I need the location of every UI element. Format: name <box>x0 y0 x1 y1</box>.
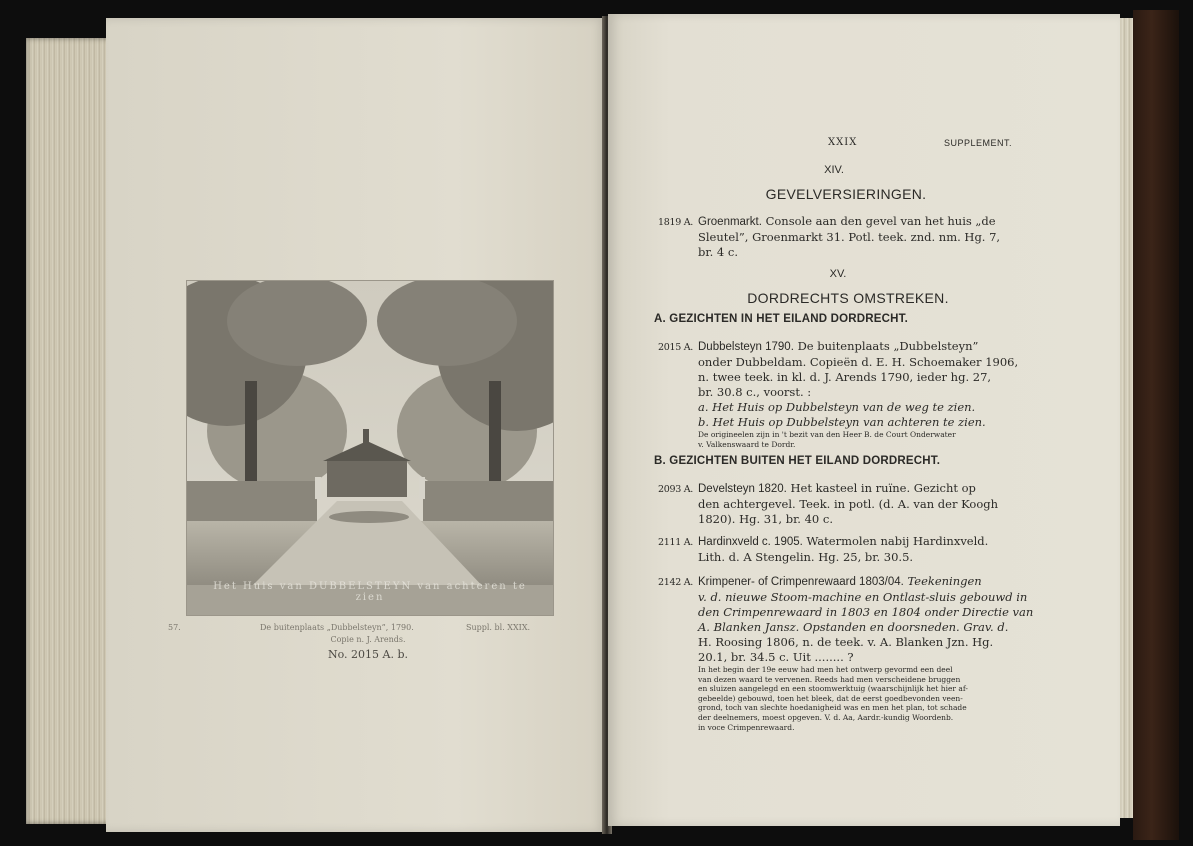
entry-note: De origineelen zijn in 't bezit van den Heer B. de Court Onderwater <box>698 430 956 439</box>
open-book <box>18 10 1178 840</box>
entry-text: br. 30.8 c., voorst. : <box>698 385 812 399</box>
entry-note: In het begin der 19e eeuw had men het ontwerp gevormd een deel <box>698 665 953 674</box>
entry-note: en sluizen aangelegd en een stoomwerktuig (waarschijnlijk het hier af- <box>698 684 968 694</box>
entry-lead: Dubbelsteyn 1790. <box>698 341 794 353</box>
plate-copy-credit: Copie n. J. Arends. <box>330 635 406 644</box>
entry-text: Lith. d. A Stengelin. Hg. 25, br. 30.5. <box>698 550 914 564</box>
running-header: SUPPLEMENT. <box>944 138 1013 148</box>
entry-text: n. twee teek. in kl. d. J. Arends 1790, ieder hg. 27, <box>698 370 992 384</box>
entry-number: 2111 A. <box>658 537 693 548</box>
entry-text: Watermolen nabij Hardinxveld. <box>806 534 989 548</box>
entry-note: grond, toch van slechte hoedanigheid was en men het plan, tot schade <box>698 703 967 713</box>
garden-engraving <box>187 281 553 615</box>
entry-text: v. d. nieuwe Stoom-machine en Ontlast-sluis gebouwd in <box>698 590 1028 604</box>
entry-lead: Groenmarkt. <box>698 216 762 228</box>
entry-text: Sleutel”, Groenmarkt 31. Potl. teek. znd. nm. Hg. 7, <box>698 230 1001 244</box>
plate-inscription: Het Huis van DUBBELSTEYN van achteren te zien <box>213 581 527 603</box>
page-number: XXIX <box>828 137 858 148</box>
entry-text: 1820). Hg. 31, br. 40 c. <box>698 512 834 526</box>
section-xiv-number: XIV. <box>824 164 844 176</box>
entry-text: br. 4 c. <box>698 245 738 259</box>
entry-text: Teekeningen <box>907 574 982 588</box>
entry-note: in voce Crimpenrewaard. <box>698 722 795 732</box>
entry-item-a: a. Het Huis op Dubbelsteyn van de weg te zien. <box>698 400 976 414</box>
entry-text: den Crimpenrewaard in 1803 en 1804 onder Directie van <box>698 605 1034 619</box>
entry-text: A. Blanken Jansz. Opstanden en doorsneden. Grav. d. <box>698 620 1009 634</box>
book-cover-edge <box>1133 10 1179 840</box>
entry-lead: Krimpener- of Crimpenrewaard 1803/04. <box>698 576 904 588</box>
entry-note: gebeelde) gebouwd, toen het bleek, dat de eerst goedbevonden veen- <box>698 693 963 703</box>
entry-number: 2093 A. <box>658 484 693 495</box>
left-page <box>106 18 606 832</box>
entry-note: v. Valkenswaard te Dordr. <box>698 439 796 449</box>
entry-item-b: b. Het Huis op Dubbelsteyn van achteren te zien. <box>698 415 986 429</box>
entry-text: den achtergevel. Teek. in potl. (d. A. van der Koogh <box>698 497 999 511</box>
entry-text: 20.1, br. 34.5 c. Uit ........ ? <box>698 650 854 664</box>
plate-number: 57. <box>168 623 181 632</box>
entry-number: 1819 A. <box>658 217 693 228</box>
entry-text: onder Dubbeldam. Copieën d. E. H. Schoemaker 1906, <box>698 355 1019 369</box>
entry-text: Het kasteel in ruïne. Gezicht op <box>790 481 976 495</box>
right-page <box>608 14 1120 826</box>
subsection-a-title: A. GEZICHTEN IN HET EILAND DORDRECHT. <box>654 313 909 325</box>
section-xiv-title: GEVELVERSIERINGEN. <box>765 186 927 202</box>
subsection-b-title: B. GEZICHTEN BUITEN HET EILAND DORDRECHT. <box>654 455 941 467</box>
entry-lead: Develsteyn 1820. <box>698 483 787 495</box>
section-xv-number: XV. <box>829 268 847 280</box>
entry-number: 2015 A. <box>658 342 693 353</box>
section-xv-title: DORDRECHTS OMSTREKEN. <box>747 290 949 306</box>
entry-number: 2142 A. <box>658 577 693 588</box>
plate-title: De buitenplaats „Dubbelsteyn”, 1790. <box>260 623 414 632</box>
plate-reference: Suppl. bl. XXIX. <box>466 623 531 632</box>
entry-lead: Hardinxveld c. 1905. <box>698 536 803 548</box>
entry-text: De buitenplaats „Dubbelsteyn” <box>797 339 979 353</box>
entry-note: van dezen waard te vervenen. Reeds had men verscheidene bruggen <box>698 674 961 684</box>
entry-text: H. Roosing 1806, n. de teek. v. A. Blanken Jzn. Hg. <box>698 635 994 649</box>
plate-catalogue-number: No. 2015 A. b. <box>327 648 408 661</box>
entry-note: der deelnemers, moest opgeven. V. d. Aa, Aardr.-kundig Woordenb. <box>698 712 954 722</box>
page-block-left <box>26 38 118 824</box>
engraving-plate <box>186 280 554 616</box>
entry-text: Console aan den gevel van het huis „de <box>765 214 996 228</box>
